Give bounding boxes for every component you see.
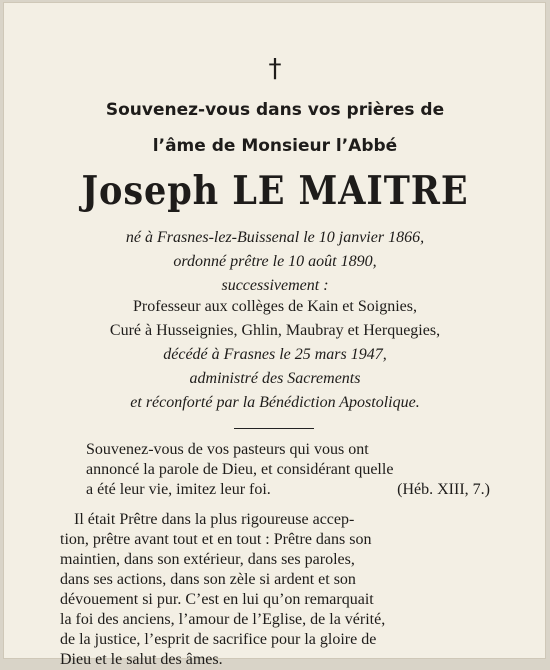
scripture-line-last [86,480,490,500]
bio-death: décédé à Frasnes le 25 mars 1947, [163,346,387,363]
scripture-line: a été leur vie, imitez leur foi. [86,481,271,498]
bio-sacraments: administré des Sacrements [189,370,361,387]
divider [234,428,314,429]
tribute-line: dans ses actions, dans son zèle si ardent et son [60,571,356,588]
deceased-name: Joseph LE MAITRE [81,168,469,214]
scripture-paragraph [86,440,490,500]
bio-cure: Curé à Husseignies, Ghlin, Maubray et Herquegies, [109,322,441,339]
tribute-line: tion, prêtre avant tout et en tout : Prêtre dans son [60,531,372,548]
tribute-line: Dieu et le salut des âmes. [60,651,223,668]
scripture-line: annoncé la parole de Dieu, et considérant quelle [86,461,394,478]
bio-birth: né à Frasnes-lez-Buissenal le 10 janvier 1866, [125,229,425,246]
tribute-line: dévouement si pur. C’est en lui qu’on remarquait [60,591,374,608]
header-line-1: Souvenez-vous dans vos prières de [105,100,445,120]
tribute-line: maintien, dans son extérieur, dans ses paroles, [60,551,355,568]
tribute-line: de la justice, l’esprit de sacrifice pour la gloire de [60,631,377,648]
bio-ordination: ordonné prêtre le 10 août 1890, [173,253,377,270]
cross-icon: † [268,54,282,84]
tribute-paragraph [60,510,490,670]
bio-benediction: et réconforté par la Bénédiction Apostolique. [130,394,420,411]
bio-successively: successivement : [221,277,329,294]
bio-professor: Professeur aux collèges de Kain et Soignies, [133,298,417,315]
scripture-line: Souvenez-vous de vos pasteurs qui vous ont [86,441,369,458]
scripture-reference: (Héb. XIII, 7.) [397,481,490,498]
tribute-line: la foi des anciens, l’amour de l’Eglise, de la vérité, [60,611,386,628]
tribute-line: Il était Prêtre dans la plus rigoureuse accep- [74,511,355,528]
header-line-2: l’âme de Monsieur l’Abbé [152,136,398,156]
